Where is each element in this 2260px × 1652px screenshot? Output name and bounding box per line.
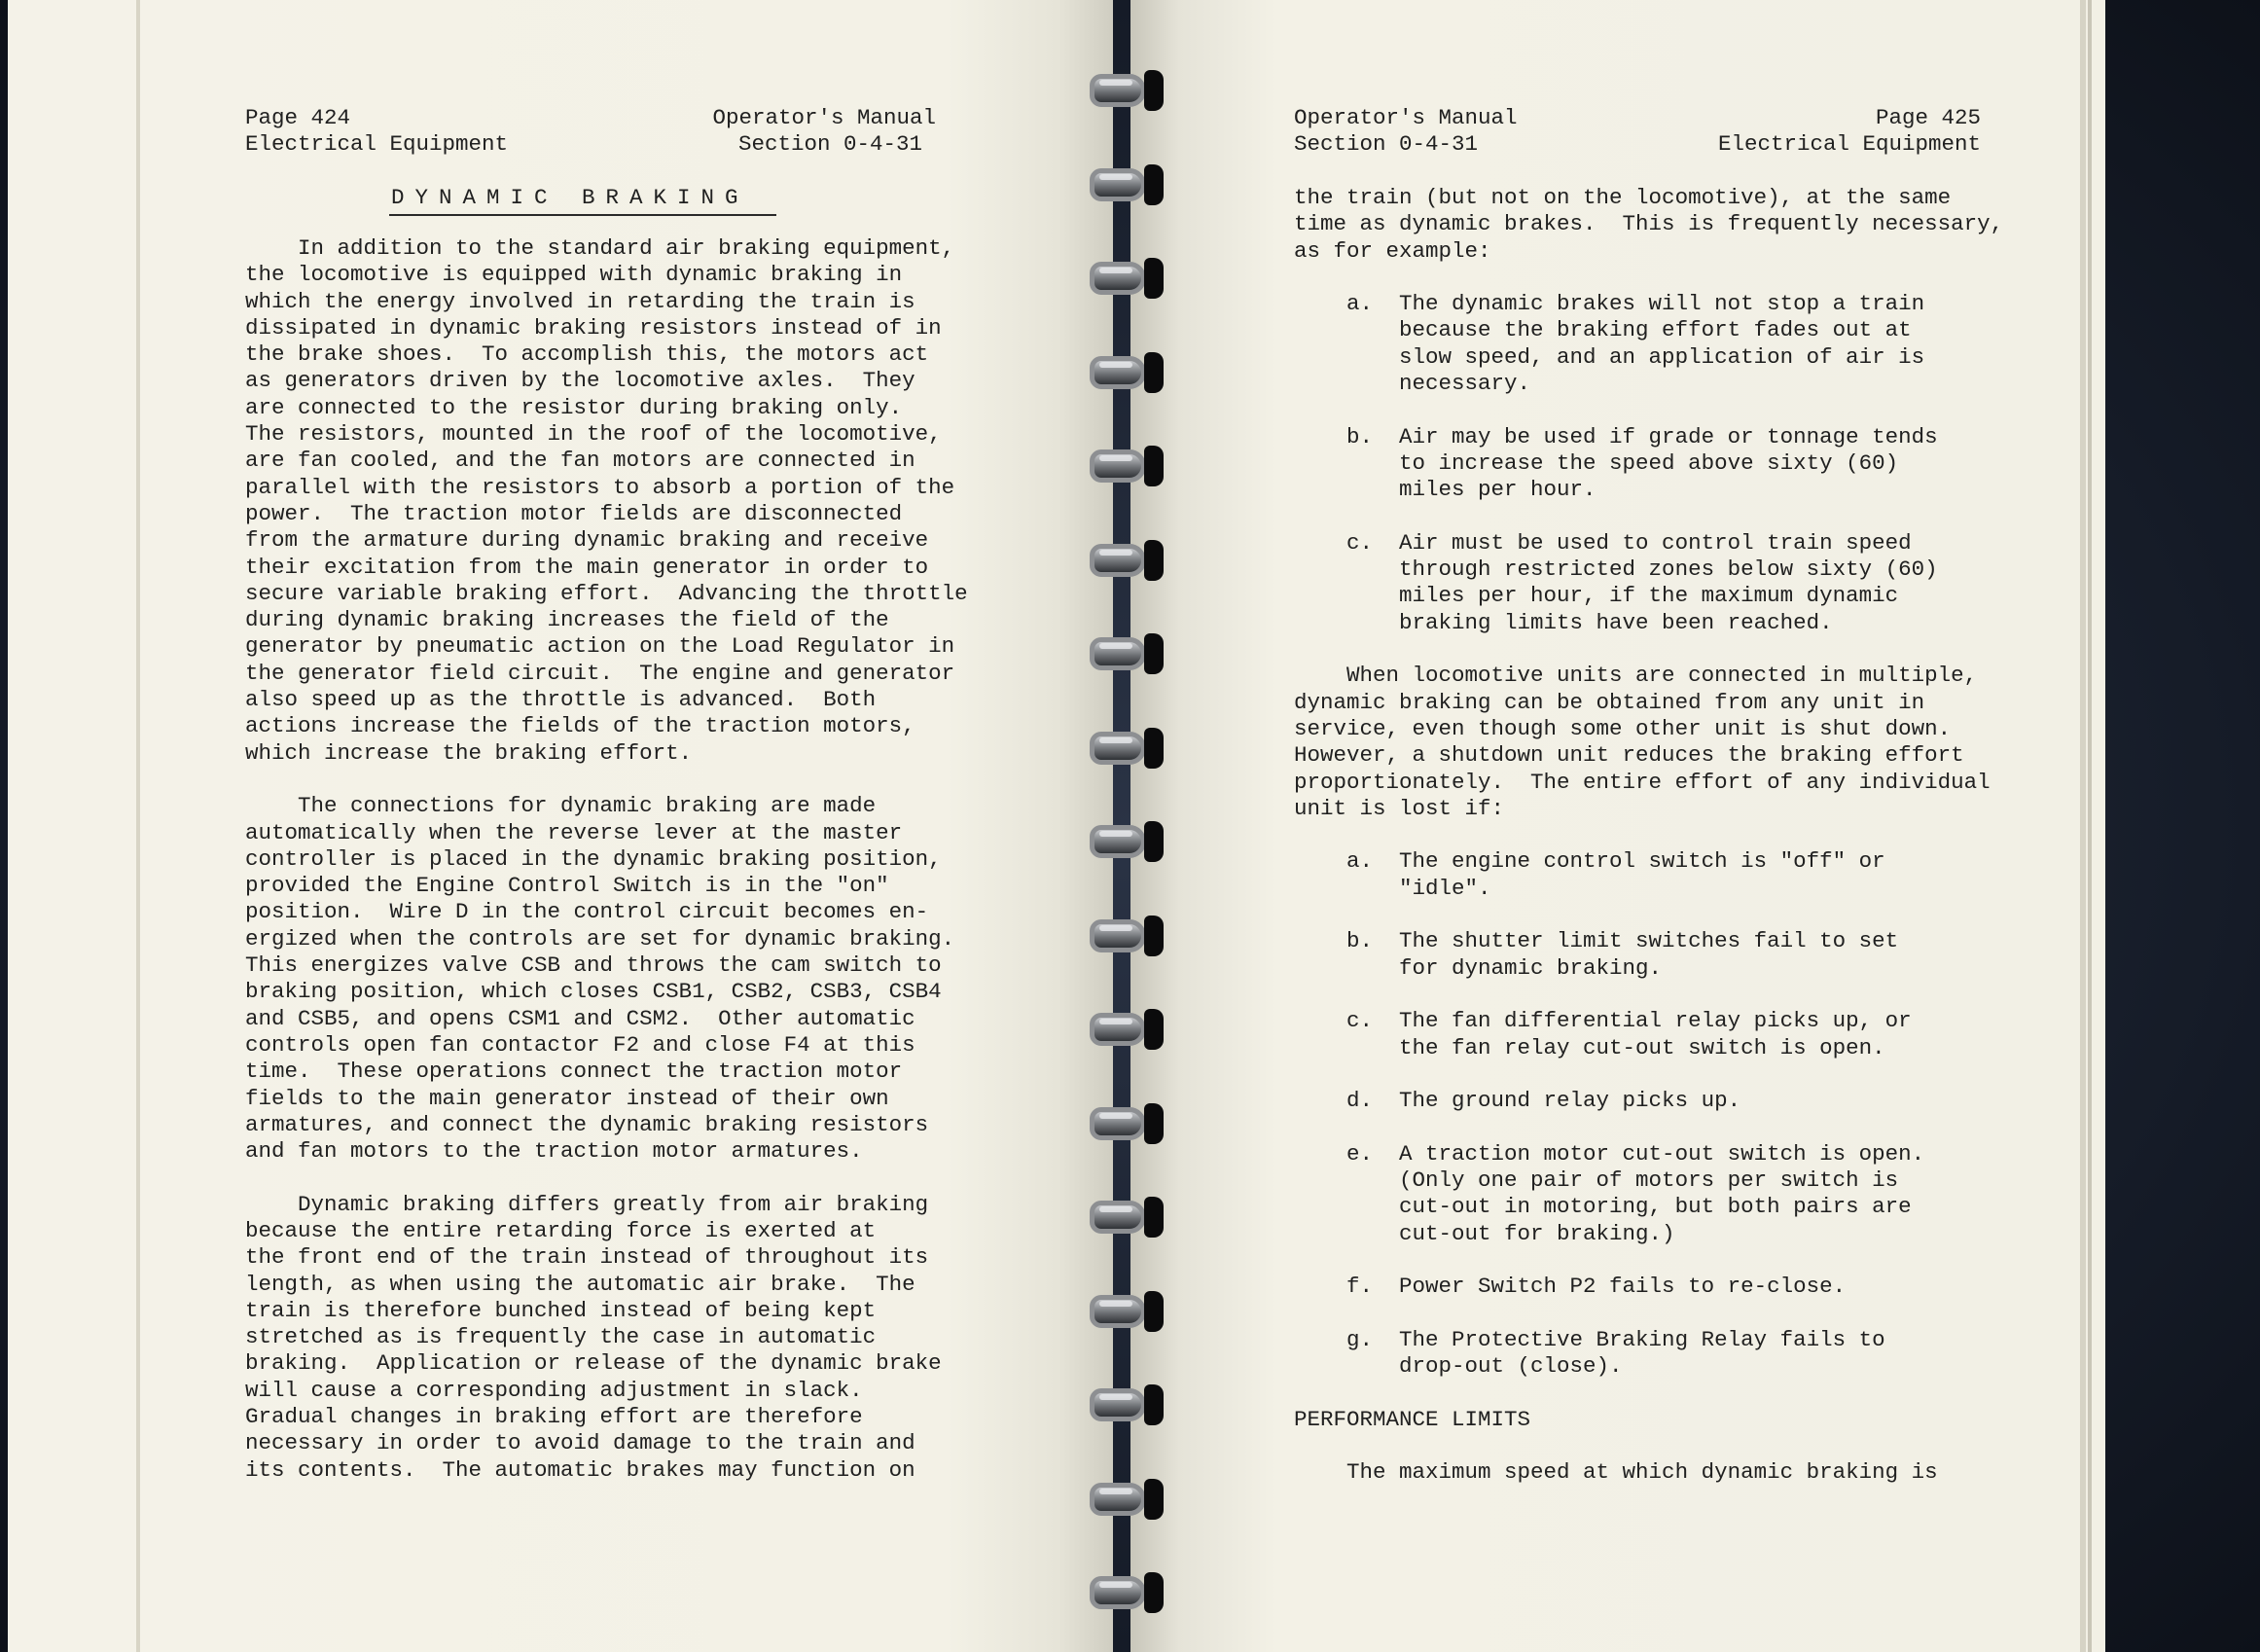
text-line: However, a shutdown unit reduces the braking effort — [1294, 742, 1964, 769]
text-line: their excitation from the main generator in order to — [245, 554, 929, 580]
text-line: secure variable braking effort. Advancing the throttle — [245, 580, 968, 606]
text-line: are fan cooled, and the fan motors are connected in — [245, 448, 915, 474]
text-line: g. The Protective Braking Relay fails to — [1294, 1326, 1885, 1352]
right-page-number: Page 425 — [1875, 105, 1981, 130]
text-line — [245, 767, 968, 793]
text-line: the generator field circuit. The engine and generator — [245, 660, 955, 686]
text-line: to increase the speed above sixty (60) — [1294, 449, 1899, 476]
text-line — [1294, 504, 2003, 530]
text-line — [1294, 902, 2003, 928]
text-line: dynamic braking can be obtained from any unit in — [1294, 689, 1925, 715]
right-page-subject: Electrical Equipment — [1717, 131, 1981, 157]
text-line: b. Air may be used if grade or tonnage tends — [1294, 423, 1938, 449]
binding-coil — [1082, 1469, 1169, 1526]
text-line — [1294, 636, 2003, 663]
text-line — [1294, 1300, 2003, 1326]
text-line: parallel with the resistors to absorb a portion of the — [245, 474, 955, 500]
text-line — [1294, 397, 2003, 423]
text-line: The connections for dynamic braking are made — [245, 793, 877, 819]
binding-coil — [1082, 530, 1169, 587]
text-line — [1294, 1114, 2003, 1140]
text-line: time. These operations connect the traction motor — [245, 1059, 903, 1085]
text-line — [1294, 265, 2003, 291]
text-line: necessary. — [1294, 371, 1531, 397]
text-line: because the entire retarding force is exerted at — [245, 1217, 877, 1243]
text-line: The resistors, mounted in the roof of the locomotive, — [245, 421, 942, 448]
left-page-subject: Electrical Equipment — [245, 131, 509, 157]
text-line: train is therefore bunched instead of being kept — [245, 1297, 877, 1323]
text-line: f. Power Switch P2 fails to re-close. — [1294, 1274, 1847, 1300]
left-page-edge — [136, 0, 140, 1652]
binding-coil — [1082, 248, 1169, 305]
text-line: dissipated in dynamic braking resistors instead of in — [245, 314, 942, 341]
text-line: When locomotive units are connected in multiple, — [1294, 663, 1978, 689]
right-page-edge-shadow — [2088, 0, 2092, 1652]
text-line: the fan relay cut-out switch is open. — [1294, 1034, 1885, 1060]
binding-coil — [1082, 1281, 1169, 1338]
text-line — [1294, 1247, 2003, 1274]
binding-coil — [1082, 1375, 1169, 1431]
right-page-body — [1294, 185, 2003, 1487]
text-line — [1294, 1061, 2003, 1088]
text-line: as for example: — [1294, 237, 1491, 264]
text-line — [1294, 822, 2003, 848]
text-line: In addition to the standard air braking equipment, — [245, 235, 955, 261]
binding-coil — [1082, 811, 1169, 868]
left-page-manual: Operator's Manual — [712, 105, 936, 130]
text-line: length, as when using the automatic air brake. The — [245, 1271, 915, 1297]
text-line: actions increase the fields of the traction motors, — [245, 713, 915, 739]
text-line: are connected to the resistor during braking only. — [245, 394, 903, 420]
text-line: slow speed, and an application of air is — [1294, 343, 1925, 370]
text-line: which increase the braking effort. — [245, 739, 693, 766]
text-line: for dynamic braking. — [1294, 954, 1663, 981]
text-line: also speed up as the throttle is advanced. Both — [245, 687, 877, 713]
text-line — [245, 1165, 968, 1191]
binding-coil — [1082, 1562, 1169, 1619]
text-line — [1294, 1380, 2003, 1406]
left-page-body — [245, 235, 968, 1484]
text-line: controller is placed in the dynamic braking position, — [245, 845, 942, 872]
text-line: d. The ground relay picks up. — [1294, 1088, 1741, 1114]
text-line: cut-out for braking.) — [1294, 1220, 1675, 1246]
text-line: c. The fan differential relay picks up, or — [1294, 1008, 1912, 1034]
text-line: miles per hour, if the maximum dynamic — [1294, 583, 1899, 609]
text-line: during dynamic braking increases the field of the — [245, 607, 889, 633]
text-line: a. The dynamic brakes will not stop a train — [1294, 291, 1925, 317]
right-page-edge — [2080, 0, 2086, 1652]
text-line: because the braking effort fades out at — [1294, 317, 1912, 343]
text-line: the locomotive is equipped with dynamic braking in — [245, 262, 903, 288]
text-line: Dynamic braking differs greatly from air braking — [245, 1191, 929, 1217]
text-line: fields to the main generator instead of their own — [245, 1085, 889, 1111]
text-line: through restricted zones below sixty (60) — [1294, 557, 1938, 583]
text-line: and CSB5, and opens CSM1 and CSM2. Other automatic — [245, 1005, 915, 1031]
binding-coil — [1082, 906, 1169, 962]
text-line: PERFORMANCE LIMITS — [1294, 1406, 1531, 1432]
text-line: stretched as is frequently the case in automatic — [245, 1324, 877, 1350]
text-line: The maximum speed at which dynamic braking is — [1294, 1459, 1938, 1486]
text-line: controls open fan contactor F2 and close F4 at this — [245, 1031, 915, 1058]
text-line: power. The traction motor fields are disconnected — [245, 500, 903, 526]
text-line: service, even though some other unit is shut down. — [1294, 715, 1952, 741]
text-line: braking limits have been reached. — [1294, 609, 1833, 635]
binding-coil — [1082, 436, 1169, 492]
binding-coil — [1082, 999, 1169, 1056]
text-line: This energizes valve CSB and throws the cam switch to — [245, 952, 942, 979]
text-line: Gradual changes in braking effort are therefore — [245, 1404, 863, 1430]
text-line: necessary in order to avoid damage to the train and — [245, 1430, 915, 1456]
text-line: automatically when the reverse lever at the master — [245, 819, 903, 845]
text-line: the front end of the train instead of throughout its — [245, 1244, 929, 1271]
text-line: and fan motors to the traction motor armatures. — [245, 1138, 863, 1165]
binding-coil — [1082, 1094, 1169, 1150]
text-line: the train (but not on the locomotive), at the same — [1294, 185, 1952, 210]
text-line: b. The shutter limit switches fail to set — [1294, 928, 1899, 954]
binding-coil — [1082, 718, 1169, 774]
right-page-manual: Operator's Manual — [1294, 105, 1518, 130]
left-page-section: Section 0-4-31 — [737, 131, 922, 157]
text-line: c. Air must be used to control train speed — [1294, 529, 1912, 556]
text-line: provided the Engine Control Switch is in the "on" — [245, 873, 889, 899]
text-line — [1294, 1433, 2003, 1459]
page-title: DYNAMIC BRAKING — [391, 185, 749, 210]
text-line: braking position, which closes CSB1, CSB2, CSB3, CSB4 — [245, 979, 942, 1005]
text-line: unit is lost if: — [1294, 795, 1505, 821]
text-line: the brake shoes. To accomplish this, the motors act — [245, 341, 929, 368]
text-line: braking. Application or release of the dynamic brake — [245, 1350, 942, 1377]
text-line: will cause a corresponding adjustment in slack. — [245, 1377, 863, 1403]
right-page-section: Section 0-4-31 — [1294, 131, 1479, 157]
text-line: ergized when the controls are set for dynamic braking. — [245, 925, 955, 952]
text-line: which the energy involved in retarding the train is — [245, 288, 915, 314]
text-line: as generators driven by the locomotive axles. They — [245, 368, 915, 394]
spiral-binding — [1082, 0, 1169, 1652]
binding-coil — [1082, 624, 1169, 680]
binding-coil — [1082, 155, 1169, 211]
text-line — [1294, 982, 2003, 1008]
binding-coil — [1082, 1187, 1169, 1243]
binding-coil — [1082, 342, 1169, 399]
text-line: generator by pneumatic action on the Load Regulator in — [245, 633, 955, 660]
binding-coil — [1082, 60, 1169, 117]
left-page-number: Page 424 — [245, 105, 351, 130]
text-line: time as dynamic brakes. This is frequently necessary, — [1294, 211, 2004, 237]
text-line: its contents. The automatic brakes may function on — [245, 1456, 915, 1483]
text-line: proportionately. The entire effort of any individual — [1294, 769, 1991, 795]
text-line: "idle". — [1294, 875, 1491, 901]
text-line: drop-out (close). — [1294, 1353, 1623, 1380]
text-line: (Only one pair of motors per switch is — [1294, 1167, 1899, 1193]
text-line: cut-out in motoring, but both pairs are — [1294, 1194, 1912, 1220]
text-line: armatures, and connect the dynamic braking resistors — [245, 1111, 929, 1137]
text-line: e. A traction motor cut-out switch is open. — [1294, 1140, 1925, 1167]
text-line: position. Wire D in the control circuit becomes en- — [245, 899, 929, 925]
text-line: a. The engine control switch is "off" or — [1294, 848, 1885, 875]
title-underline — [389, 214, 776, 216]
text-line: miles per hour. — [1294, 477, 1596, 503]
text-line: from the armature during dynamic braking and receive — [245, 527, 929, 554]
